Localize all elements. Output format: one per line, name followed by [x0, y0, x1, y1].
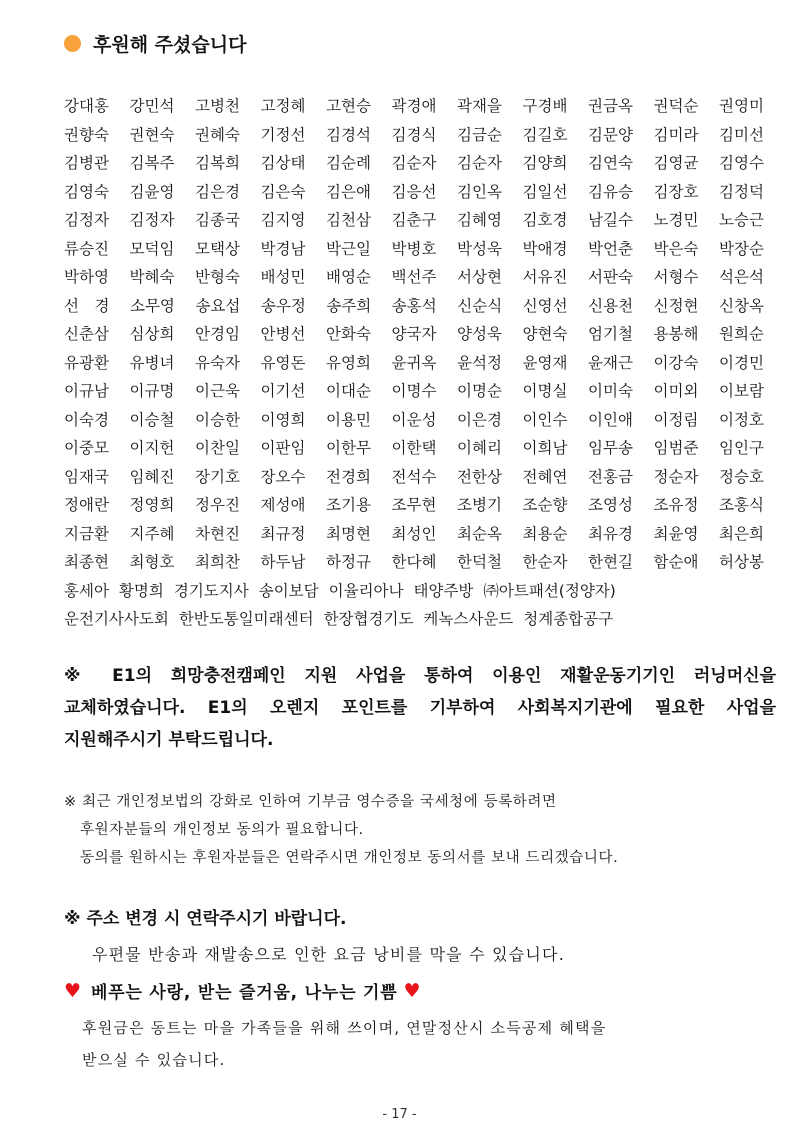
donor-name: 조영성 [588, 496, 633, 514]
donor-name: 배성민 [260, 268, 306, 286]
donor-row [64, 548, 764, 577]
page-number: - 17 - [382, 1107, 417, 1122]
donor-name: 한덕철 [457, 553, 502, 571]
donor-name: 이지헌 [129, 439, 175, 457]
donor-name: 함순애 [653, 553, 699, 571]
donor-name: 안화숙 [326, 325, 371, 343]
donor-row [64, 491, 764, 520]
e1-notice-line: 교체하였습니다. E1의 오렌지 포인트를 기부하여 사회복지기관에 필요한 사업을 [64, 698, 776, 718]
donor-name: 차현진 [195, 524, 240, 543]
donor-name: 김병관 [64, 154, 109, 172]
donor-name: 유영희 [326, 353, 371, 372]
e1-notice-line: ※ E1의 희망충전캠페인 지원 사업을 통하여 이용인 재활운동기기인 러닝머신을 [64, 666, 776, 686]
donor-name: 송주희 [326, 296, 372, 315]
donor-name: 이인수 [522, 410, 568, 429]
donor-section-heading [64, 30, 246, 57]
donor-row [64, 320, 764, 349]
donor-name: 권향숙 [64, 125, 109, 144]
donor-name: 임무송 [588, 439, 633, 457]
donor-name: 선 경 [64, 296, 110, 315]
donor-organization: 경기도지사 [173, 581, 249, 600]
donor-name: 제성애 [260, 496, 306, 514]
donor-name: 서판숙 [588, 268, 633, 286]
donor-name: 신춘삼 [64, 325, 109, 343]
tax-deduction-note [82, 1012, 772, 1076]
donor-name: 조병기 [457, 496, 502, 514]
donor-name: 이근욱 [195, 382, 240, 400]
donor-name: 최종현 [64, 553, 109, 571]
donor-name: 최용순 [522, 524, 568, 543]
donor-name: 박근일 [326, 239, 371, 258]
address-change-title: ※ 주소 변경 시 연락주시기 바랍니다. [64, 909, 347, 929]
donor-organization: 이율리아나 [328, 581, 404, 600]
donor-name: 서유진 [522, 268, 568, 286]
donor-name: 이보람 [719, 382, 764, 400]
donor-name: 서형수 [653, 268, 699, 286]
donor-name: 이한무 [326, 439, 371, 457]
donor-name: 김순례 [326, 154, 371, 172]
donor-name: 이영희 [260, 410, 306, 429]
donor-name: 곽경애 [391, 97, 437, 115]
privacy-notice-line: 동의를 원하시는 후원자분들은 연락주시면 개인정보 동의서를 보내 드리겠습니다. [80, 850, 619, 866]
donor-name: 신창옥 [719, 296, 764, 315]
donor-name: 박하영 [64, 268, 109, 286]
donor-name: 남길수 [588, 211, 633, 229]
donor-name: 이대순 [326, 382, 371, 400]
donor-row [64, 434, 764, 463]
donor-row [64, 520, 764, 549]
donor-name: 조기용 [326, 496, 371, 514]
donor-name: 한다혜 [391, 553, 437, 571]
donor-name: 김금순 [457, 125, 502, 144]
donor-name: 김천삼 [326, 211, 371, 229]
donor-organization: 청계종합공구 [523, 610, 614, 628]
donor-name: 최규정 [260, 524, 306, 543]
donor-name: 유숙자 [195, 353, 240, 372]
donor-name: 정순자 [653, 467, 699, 486]
privacy-notice-line: 후원자분들의 개인정보 동의가 필요합니다. [80, 822, 364, 838]
donor-name: 조유정 [653, 496, 699, 514]
donor-name: 원희순 [719, 325, 764, 343]
donor-name: 박은숙 [653, 239, 699, 258]
donor-name: 신순식 [457, 296, 503, 315]
donor-name: 김정덕 [719, 182, 764, 201]
donor-name: 김호경 [522, 211, 568, 229]
donor-name: 김경석 [326, 125, 371, 144]
donor-name: 이미숙 [588, 382, 633, 400]
donor-name: 김은숙 [260, 182, 306, 201]
donor-name: 양현숙 [522, 325, 568, 343]
donor-name: 김길호 [522, 125, 568, 144]
donor-name: 김영수 [719, 154, 764, 172]
donor-name: 최유경 [588, 524, 633, 543]
donor-name: 송요섭 [195, 296, 241, 315]
donor-name: 김복주 [129, 154, 175, 172]
donor-name: 전홍금 [588, 467, 633, 486]
donor-name: 배영순 [326, 268, 371, 286]
donor-name: 김연숙 [588, 154, 633, 172]
donor-row [64, 149, 764, 178]
donor-name: 최명현 [326, 524, 371, 543]
donor-name: 양국자 [391, 325, 437, 343]
donor-name: 신용천 [588, 296, 634, 315]
donor-organization: 황명희 [118, 581, 164, 600]
donor-name: 곽재을 [457, 97, 502, 115]
donor-organization: 송이보담 [258, 581, 319, 600]
donor-name: 정영희 [129, 496, 175, 514]
heart-icon: ♥ [64, 979, 82, 1002]
donor-name: 고병천 [195, 97, 240, 115]
donor-name: 김상태 [260, 154, 306, 172]
donor-name: 박장순 [719, 239, 764, 258]
donor-name: 지금환 [64, 524, 109, 543]
donor-organization: 홍세아 [64, 581, 109, 600]
donor-name: 이찬일 [195, 439, 240, 457]
motto [64, 978, 427, 1003]
donor-name: 이강숙 [653, 353, 699, 372]
donor-row [64, 292, 764, 321]
donor-name: 박애경 [522, 239, 568, 258]
donor-name: 김은애 [326, 182, 371, 201]
donor-name: 윤재근 [588, 353, 633, 372]
donor-name-list [64, 92, 764, 634]
donor-name: 하두남 [260, 553, 306, 571]
tax-note-line: 받으실 수 있습니다. [82, 1051, 226, 1069]
donor-name: 고현승 [326, 97, 371, 115]
donor-organization: 케녹스사운드 [423, 610, 514, 628]
donor-name: 신영선 [522, 296, 568, 315]
donor-row [64, 178, 764, 207]
donor-name: 이판임 [260, 439, 306, 457]
donor-row [64, 463, 764, 492]
donor-name: 임범준 [653, 439, 699, 457]
donor-name: 이용민 [326, 410, 371, 429]
donor-name: 노승근 [719, 211, 764, 229]
donor-name: 이규남 [64, 382, 109, 400]
motto-text: 베푸는 사랑, 받는 즐거움, 나누는 기쁨 [91, 983, 398, 1003]
donor-name: 장오수 [260, 467, 306, 486]
donor-row [64, 92, 764, 121]
donor-name: 이운성 [391, 410, 437, 429]
donor-name: 이혜리 [457, 439, 502, 457]
organization-row [64, 577, 764, 606]
donor-name: 김은경 [195, 182, 240, 201]
donor-name: 이은경 [457, 410, 502, 429]
donor-name: 박언춘 [588, 239, 633, 258]
donor-name: 한순자 [522, 553, 568, 571]
donor-name: 모덕임 [129, 239, 175, 258]
donor-name: 전한상 [457, 467, 502, 486]
donor-row [64, 349, 764, 378]
donor-name: 임인구 [719, 439, 764, 457]
donor-name: 양성욱 [457, 325, 502, 343]
donor-name: 최성인 [391, 524, 437, 543]
address-change-subtext: 우편물 반송과 재발송으로 인한 요금 낭비를 막을 수 있습니다. [92, 945, 565, 964]
donor-name: 이미외 [653, 382, 699, 400]
donor-name: 서상현 [457, 268, 502, 286]
donor-name: 권덕순 [653, 97, 699, 115]
donor-name: 송홍석 [391, 296, 437, 315]
donor-row [64, 121, 764, 150]
donor-name: 이한택 [391, 439, 437, 457]
donor-row [64, 263, 764, 292]
donor-name: 박경남 [260, 239, 306, 258]
donor-name: 정애란 [64, 496, 109, 514]
donor-name: 석은석 [719, 268, 764, 286]
tax-note-line: 후원금은 동트는 마을 가족들을 위해 쓰이며, 연말정산시 소득공제 혜택을 [82, 1019, 607, 1037]
donor-name: 김순자 [457, 154, 502, 172]
donor-name: 최은희 [719, 524, 764, 543]
donor-name: 김응선 [391, 182, 437, 201]
donor-name: 하정규 [326, 553, 371, 571]
donor-name: 이경민 [719, 353, 764, 372]
donor-name: 권영미 [719, 97, 764, 115]
donor-name: 장기호 [195, 467, 240, 486]
donor-name: 임재국 [64, 467, 109, 486]
donor-name: 김경식 [391, 125, 437, 144]
donor-name: 구경배 [522, 97, 568, 115]
donor-name: 김순자 [391, 154, 437, 172]
donor-name: 정우진 [195, 496, 240, 514]
organization-row [64, 605, 764, 634]
donor-name: 반형숙 [195, 268, 240, 286]
donor-name: 이승철 [129, 410, 175, 429]
donor-organization: ㈜아트패션(정양자) [483, 581, 616, 600]
donor-name: 강대홍 [64, 97, 109, 115]
donor-name: 김윤영 [129, 182, 175, 201]
donor-name: 지주혜 [129, 524, 175, 543]
donor-name: 김정자 [64, 211, 109, 229]
donor-name: 이정호 [719, 410, 764, 429]
donor-name: 조홍식 [719, 496, 764, 514]
donor-name: 이명순 [457, 382, 502, 400]
donor-name: 이명실 [522, 382, 568, 400]
donor-name: 심상희 [129, 325, 175, 343]
donor-name: 김영균 [653, 154, 699, 172]
donor-name: 정승호 [719, 467, 764, 486]
heading-title: 후원해 주셨습니다 [93, 34, 247, 56]
donor-name: 김장호 [653, 182, 699, 201]
donor-name: 이기선 [260, 382, 306, 400]
donor-name: 이숙경 [64, 410, 109, 429]
donor-name: 김지영 [260, 211, 306, 229]
donor-name: 김춘구 [391, 211, 437, 229]
donor-name: 윤영재 [522, 353, 568, 372]
donor-name: 김인옥 [457, 182, 502, 201]
donor-name: 이중모 [64, 439, 109, 457]
donor-row [64, 235, 764, 264]
privacy-notice-line: ※ 최근 개인정보법의 강화로 인하여 기부금 영수증을 국세청에 등록하려면 [64, 794, 557, 810]
donor-name: 유병녀 [129, 353, 175, 372]
donor-name: 안병선 [260, 325, 306, 343]
donor-name: 전석수 [391, 467, 437, 486]
donor-name: 강민석 [129, 97, 175, 115]
donor-name: 최형호 [129, 553, 175, 571]
donor-name: 전혜연 [522, 467, 568, 486]
privacy-notice [64, 788, 776, 872]
donor-name: 윤귀옥 [391, 353, 437, 372]
donor-name: 박성욱 [457, 239, 502, 258]
donor-name: 엄기철 [588, 325, 633, 343]
donor-name: 박혜숙 [129, 268, 175, 286]
donor-organization: 한반도통일미래센터 [178, 610, 314, 628]
donor-name: 최윤영 [653, 524, 699, 543]
donor-name: 소무영 [129, 296, 175, 315]
donor-name: 한현길 [588, 553, 633, 571]
donor-name: 김미선 [719, 125, 764, 144]
donor-name: 김영숙 [64, 182, 109, 201]
donor-name: 허상봉 [719, 553, 764, 571]
donor-name: 유영돈 [260, 353, 306, 372]
donor-name: 이인애 [588, 410, 633, 429]
donor-name: 노경민 [653, 211, 699, 229]
donor-name: 김정자 [129, 211, 175, 229]
donor-name: 김유승 [588, 182, 633, 201]
donor-name: 모택상 [195, 239, 240, 258]
donor-name: 김양희 [522, 154, 568, 172]
orange-bullet-icon [64, 35, 81, 52]
donor-row [64, 406, 764, 435]
donor-name: 송우정 [260, 296, 306, 315]
donor-name: 류승진 [64, 239, 109, 258]
donor-name: 이규명 [129, 382, 175, 400]
donor-name: 신정현 [653, 296, 699, 315]
donor-name: 백선주 [391, 268, 437, 286]
donor-name: 권금옥 [588, 97, 633, 115]
donor-name: 이희남 [522, 439, 568, 457]
donor-name: 유광환 [64, 353, 109, 372]
donor-name: 용봉해 [653, 325, 699, 343]
donor-organization: 한장협경기도 [323, 610, 414, 628]
donor-name: 이정림 [653, 410, 699, 429]
donor-name: 박병호 [391, 239, 437, 258]
e1-campaign-notice [64, 660, 776, 756]
donor-name: 권현숙 [129, 125, 175, 144]
donor-name: 김복희 [195, 154, 240, 172]
donor-organization: 운전기사사도회 [64, 610, 169, 628]
donor-name: 안경임 [195, 325, 240, 343]
donor-row [64, 377, 764, 406]
donor-name: 전경희 [326, 467, 371, 486]
donor-organization: 태양주방 [413, 581, 474, 600]
donor-name: 임혜진 [129, 467, 175, 486]
heart-icon: ♥ [403, 979, 421, 1002]
donor-name: 이명수 [391, 382, 437, 400]
donor-name: 김종국 [195, 211, 240, 229]
donor-name: 김혜영 [457, 211, 502, 229]
donor-name: 고정혜 [260, 97, 306, 115]
donor-name: 최희찬 [195, 553, 240, 571]
donor-name: 권혜숙 [195, 125, 240, 144]
donor-name: 김일선 [522, 182, 568, 201]
donor-name: 김문양 [588, 125, 633, 144]
donor-row [64, 206, 764, 235]
donor-name: 윤석정 [457, 353, 502, 372]
donor-name: 조순향 [522, 496, 568, 514]
donor-name: 최순옥 [457, 524, 502, 543]
donor-name: 기정선 [260, 125, 306, 144]
donor-name: 조무현 [391, 496, 437, 514]
donor-name: 김미라 [653, 125, 699, 144]
donor-name: 이승한 [195, 410, 240, 429]
e1-notice-line: 지원해주시기 부탁드립니다. [64, 730, 274, 750]
